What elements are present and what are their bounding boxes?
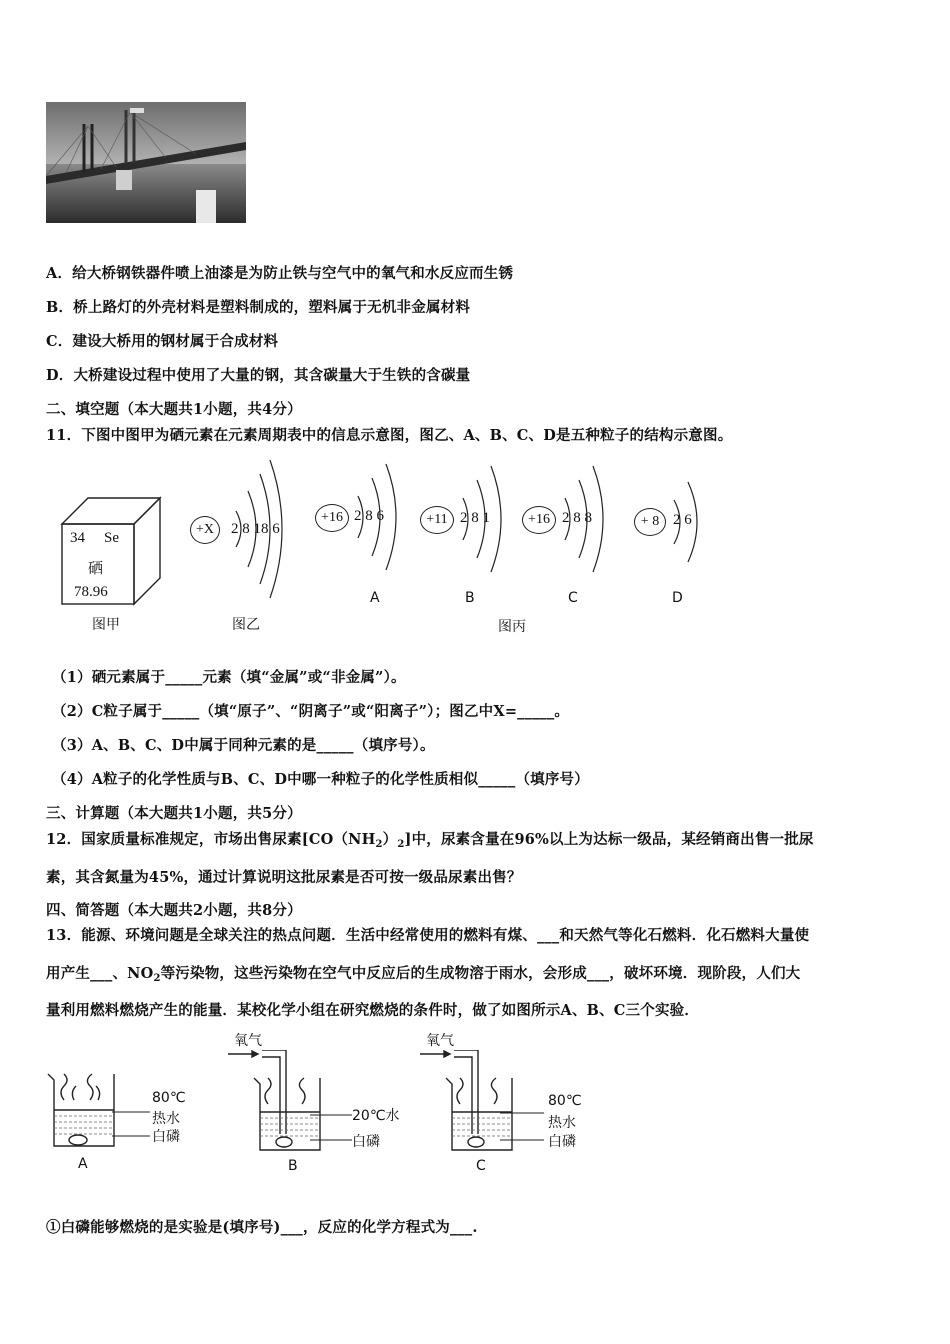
beaker-c-water: 热水 (548, 1115, 576, 1131)
beaker-a-leaders (112, 1108, 152, 1142)
shells-yi-numbers: 2 8 18 6 (231, 521, 280, 537)
element-mass: 78.96 (74, 584, 108, 600)
beaker-b-water: 20℃水 (352, 1108, 400, 1124)
element-cube (56, 494, 166, 606)
q13-subscript: 2 (153, 973, 161, 984)
label-b: B (465, 590, 475, 606)
q12-subscript: 2 (375, 839, 383, 850)
beaker-c-leaders (500, 1110, 546, 1144)
q11-part-4: （4）A粒子的化学性质与B、C、D中哪一种粒子的化学性质相似_____（填序号） (52, 771, 589, 788)
section-4-heading: 四、简答题（本大题共2小题，共8分） (46, 902, 302, 919)
shells-c-numbers: 2 8 8 (562, 510, 592, 526)
option-d: D．大桥建设过程中使用了大量的钢，其含碳量大于生铁的含碳量 (46, 367, 471, 384)
beaker-c-temp: 80℃ (548, 1093, 582, 1109)
nucleus-c: +16 (522, 506, 556, 534)
q13-text-b: 等污染物，这些污染物在空气中反应后的生成物溶于雨水，会形成___，破坏环境．现阶段，人们大 (160, 965, 801, 982)
element-number: 34 (70, 530, 85, 546)
label-a: A (370, 590, 380, 606)
q11-part-1: （1）硒元素属于_____元素（填“金属”或“非金属”）。 (52, 669, 406, 686)
question-13-line-2 (46, 962, 800, 984)
option-c: C．建设大桥用的钢材属于合成材料 (46, 333, 279, 350)
shells-a-numbers: 2 8 6 (354, 508, 384, 524)
label-yi: 图乙 (232, 617, 260, 633)
question-13-line-3: 量利用燃料燃烧产生的能量．某校化学小组在研究燃烧的条件时，做了如图所示A、B、C三个实验． (46, 1002, 700, 1019)
option-b: B．桥上路灯的外壳材料是塑料制成的，塑料属于无机非金属材料 (46, 299, 471, 316)
beaker-c-oxygen: 氧气 (426, 1033, 454, 1049)
nucleus-yi: +X (190, 516, 220, 544)
question-13-sub-1: ①白磷能够燃烧的是实验是(填序号)___，反应的化学方程式为___. (46, 1219, 478, 1236)
q12-subscript-2: 2 (397, 839, 405, 850)
question-12-line-1 (46, 828, 814, 850)
beaker-b-letter: B (288, 1158, 298, 1174)
q12-text-a: 12．国家质量标准规定，市场出售尿素[CO（NH (46, 831, 376, 848)
question-13-line-1: 13．能源、环境问题是全球关注的热点问题．生活中经常使用的燃料有煤、___和天然气等化石燃料．化石燃料大量使 (46, 927, 810, 944)
q11-part-2: （2）C粒子属于_____（填“原子”、“阴离子”或“阳离子”）；图乙中X=_____。 (52, 703, 570, 720)
shells-d-numbers: 2 6 (673, 512, 692, 528)
beaker-c-phosphorus: 白磷 (548, 1134, 576, 1150)
nucleus-a: +16 (315, 504, 349, 532)
beaker-a-water: 热水 (152, 1111, 180, 1127)
question-12-line-2: 素，其含氮量为45%，通过计算说明这批尿素是否可按一级品尿素出售？ (46, 869, 522, 886)
beaker-b-leaders (310, 1112, 354, 1144)
nucleus-d: + 8 (634, 508, 666, 536)
bridge-photo (46, 102, 246, 223)
beaker-a-letter: A (78, 1156, 88, 1172)
element-symbol: Se (104, 530, 119, 546)
beaker-c-letter: C (476, 1158, 486, 1174)
beaker-a-temp: 80℃ (152, 1090, 186, 1106)
label-jia: 图甲 (92, 617, 120, 633)
beaker-b-phosphorus: 白磷 (352, 1134, 380, 1150)
label-c: C (568, 590, 578, 606)
shells-b-numbers: 2 8 1 (460, 510, 490, 526)
beaker-a-phosphorus: 白磷 (152, 1129, 180, 1145)
beaker-b-oxygen: 氧气 (234, 1033, 262, 1049)
nucleus-b: +11 (420, 506, 454, 534)
section-2-heading: 二、填空题（本大题共1小题，共4分） (46, 401, 302, 418)
element-name: 硒 (88, 559, 104, 577)
q13-text-a: 用产生___、NO (46, 965, 154, 982)
question-11: 11．下图中图甲为硒元素在元素周期表中的信息示意图，图乙、A、B、C、D是五种粒子的结构示意图。 (46, 427, 733, 444)
q12-text-c: ]中，尿素含量在96%以上为达标一级品，某经销商出售一批尿 (404, 831, 814, 848)
label-d: D (672, 590, 683, 606)
label-bing: 图丙 (498, 619, 526, 635)
section-3-heading: 三、计算题（本大题共1小题，共5分） (46, 805, 302, 822)
option-a: A．给大桥钢铁器件喷上油漆是为防止铁与空气中的氧气和水反应而生锈 (46, 265, 514, 282)
q12-text-b: ） (382, 831, 398, 848)
q11-part-3: （3）A、B、C、D中属于同种元素的是_____（填序号）。 (52, 737, 435, 754)
